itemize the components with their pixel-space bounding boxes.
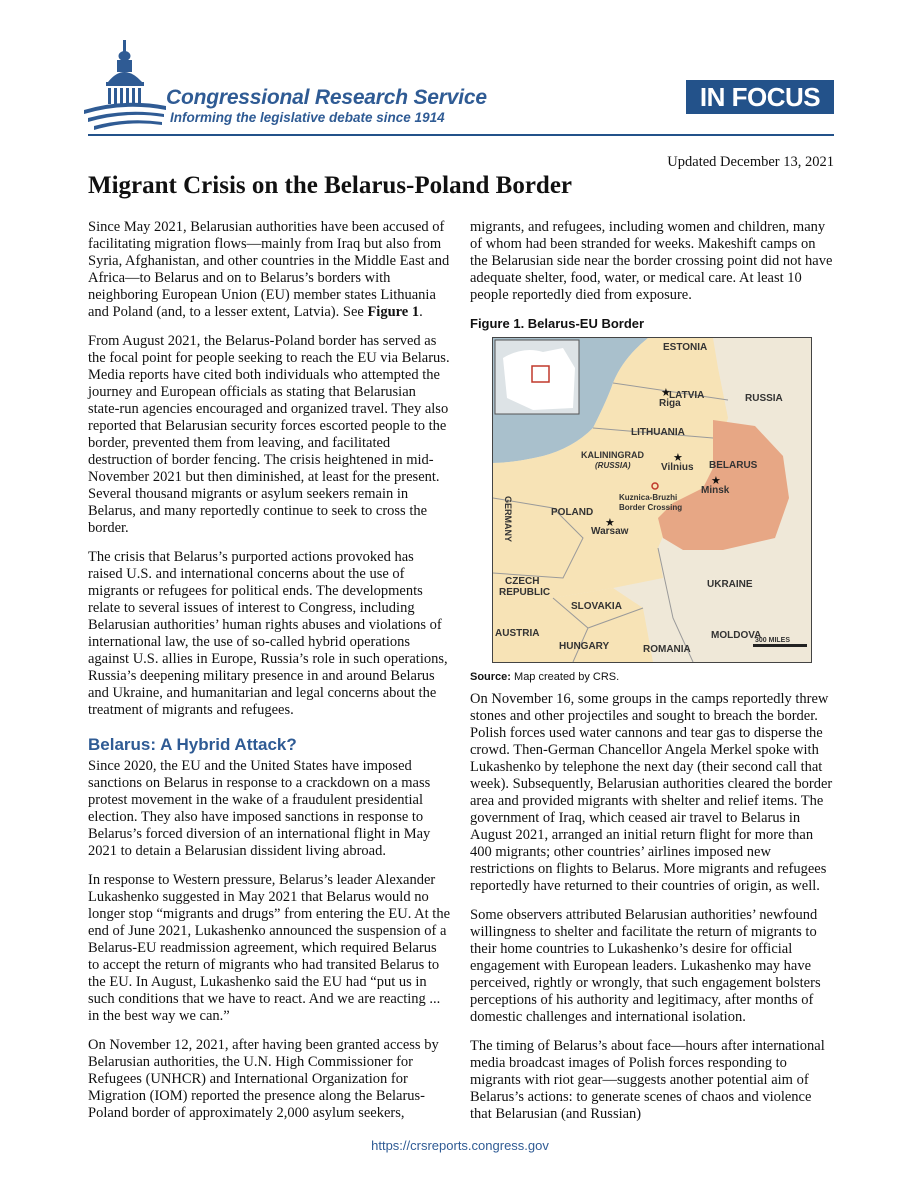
- paragraph: Since May 2021, Belarusian authorities have been accused of facilitating migration flows—mainly from Iraq but also from Syria, Afghanistan, and other countries in the Middle East and Africa—to Belarus and on to Belarus’s borders with neighboring European Union (EU) member states Lithuania and Poland (and, to a lesser extent, Latvia). See Figure 1.: [88, 219, 450, 320]
- label-moldova: MOLDOVA: [711, 630, 762, 641]
- label-warsaw: Warsaw: [591, 526, 629, 537]
- label-crossing-2: Border Crossing: [619, 503, 683, 512]
- label-czech-2: REPUBLIC: [499, 587, 551, 598]
- paragraph: Since 2020, the EU and the United States have imposed sanctions on Belarus in response to a crackdown on a mass protest movement in the wake of a fraudulent presidential election. They also have imposed sanctions in response to Belarus’s forced diversion of an international flight in May 2021 to detain a Belarusian dissident living abroad.: [88, 758, 431, 859]
- label-hungary: HUNGARY: [559, 641, 610, 652]
- paragraph: In response to Western pressure, Belarus’s leader Alexander Lukashenko suggested in May 2021 that Belarus would no longer stop “migrants and drugs” from entering the EU. At the end of June 2021, Lukashenko announced the suspension of a Belarus-EU readmission agreement, which required Belarus to accept the return of migrants who had transited Belarus to the EU. In August, Lukashenko said the EU had “put us in such conditions that we have to react. And we are reacting ... in the best way we can.”: [88, 872, 451, 1024]
- label-czech-1: CZECH: [505, 576, 540, 587]
- paragraph: From August 2021, the Belarus-Poland border has served as the focal point for people seeking to reach the EU via Belarus. Media reports have cited both individuals who attempted the journey and European officials as stating that Belarusian state-run agencies encouraged and organized travel. They also reported that Belarusian security forces escorted people to the border, prevented them from leaving, and facilitated destruction of border fencing. The crisis heightened in mid-November 2021 but then diminished, at least for the present. Several thousand migrants or asylum seekers remain in Belarus, and many reportedly continue to seek to cross the border.: [88, 333, 450, 536]
- label-kaliningrad-sub: (RUSSIA): [595, 461, 631, 470]
- paragraph: The timing of Belarus’s about face—hours after international media broadcast images of Polish forces responding to migrants with riot gear—suggests another potential aim of Belarus’s actions: to generate scenes of chaos and violence that Belarusian (and Russian): [470, 1038, 825, 1122]
- label-belarus: BELARUS: [709, 460, 758, 471]
- label-austria: AUSTRIA: [495, 628, 540, 639]
- label-lithuania: LITHUANIA: [631, 427, 685, 438]
- figure-source: [470, 671, 834, 683]
- footer-link[interactable]: https://crsreports.congress.gov: [371, 1138, 549, 1153]
- paragraph: Some observers attributed Belarusian authorities’ newfound willingness to shelter and facilitate the return of migrants to their home countries to Lukashenko’s desire for official engagement with European leaders. Lukashenko may have perceived, rightly or wrongly, that such engagement bolsters perceptions of his authority and legitimacy, after months of domestic challenges and international isolation.: [470, 907, 821, 1025]
- org-tagline: Informing the legislative debate since 1914: [170, 110, 445, 125]
- riga-star-icon: ★: [661, 387, 671, 399]
- paragraph: The crisis that Belarus’s purported actions provoked has raised U.S. and international concerns about the use of migrants or refugees for political ends. The developments relate to several issues of interest to Congress, including Belarusian authorities’ human rights abuses and violations of international law, the use of so-called hybrid operations against U.S. allies in Europe, Russia’s role in such operations, Russia’s deepening military presence in and around Belarus and Ukraine, and humanitarian and legal concerns about the treatment of migrants and refugees.: [88, 549, 448, 718]
- paragraph: On November 12, 2021, after having been granted access by Belarusian authorities, the U.N. High Commissioner for Refugees (UNHCR) and International Organization for Migration (IOM) reported the presence along the Belarus-Poland border of approximately 2,000 asylum seekers,: [88, 1037, 439, 1121]
- updated-date: Updated December 13, 2021: [667, 154, 834, 170]
- minsk-star-icon: ★: [711, 475, 721, 487]
- label-russia: RUSSIA: [745, 393, 783, 404]
- source-label: Source:: [470, 671, 511, 683]
- warsaw-star-icon: ★: [605, 517, 615, 529]
- label-kaliningrad: KALININGRAD: [581, 450, 644, 460]
- label-crossing-1: Kuznica-Bruzhi: [619, 493, 678, 502]
- label-latvia: LATVIA: [669, 390, 705, 401]
- label-minsk: Minsk: [701, 485, 730, 496]
- label-poland: POLAND: [551, 507, 594, 518]
- scale-label: 300 MILES: [755, 637, 791, 644]
- map-svg: [493, 338, 811, 662]
- label-ukraine: UKRAINE: [707, 579, 753, 590]
- label-riga: Riga: [659, 398, 681, 409]
- label-vilnius: Vilnius: [661, 462, 694, 473]
- inset-europe-land: [503, 348, 575, 410]
- left-column: [88, 219, 450, 1122]
- crs-logo-icon: [84, 40, 166, 137]
- figure-label: Figure 1. Belarus-EU Border: [470, 316, 645, 331]
- label-romania: ROMANIA: [643, 644, 691, 655]
- vilnius-star-icon: ★: [673, 452, 683, 464]
- org-name: Congressional Research Service: [166, 86, 487, 109]
- section-heading: Belarus: A Hybrid Attack?: [88, 735, 297, 754]
- label-slovakia: SLOVAKIA: [571, 601, 622, 612]
- header-divider: [88, 134, 834, 136]
- label-germany: GERMANY: [503, 496, 513, 543]
- right-column: [470, 219, 834, 1123]
- source-text: Map created by CRS.: [514, 671, 620, 683]
- page-title: Migrant Crisis on the Belarus-Poland Border: [88, 172, 573, 199]
- scale-bar: [753, 644, 807, 647]
- belarus-eu-map: [492, 337, 812, 663]
- paragraph: On November 16, some groups in the camps reportedly threw stones and other projectiles and sought to breach the border. Polish forces used water cannons and tear gas to disperse the crowd. Then-German Chancellor Angela Merkel spoke with Lukashenko by telephone the next day (their second call that week). Subsequently, Belarusian authorities cleared the border area and provided migrants with shelter and relief items. The government of Iraq, which ceased air travel to Belarus in August 2021, arranged an initial return flight for more than 400 migrants; other countries’ airlines imposed new restrictions on flights to Belarus. More migrants and refugees reportedly have returned to their countries of origin, as well.: [470, 691, 833, 894]
- paragraph: migrants, and refugees, including women and children, many of whom had been stranded for weeks. Makeshift camps on the Belarusian side near the border crossing point did not have adequate shelter, food, water, or medical care. At least 10 people reportedly died from exposure.: [470, 219, 833, 303]
- paragraph-text: Since May 2021, Belarusian authorities have been accused of facilitating migration flows—mainly from Iraq but also from Syria, Afghanistan, and other countries in the Middle East and Africa—to Belarus and on to Belarus’s borders with neighboring European Union (EU) member states Lithuania and Poland (and, to a lesser extent, Latvia). See: [88, 219, 450, 320]
- in-focus-badge: IN FOCUS: [686, 80, 834, 114]
- label-estonia: ESTONIA: [663, 342, 708, 353]
- figure-1-reference[interactable]: Figure 1: [367, 304, 420, 320]
